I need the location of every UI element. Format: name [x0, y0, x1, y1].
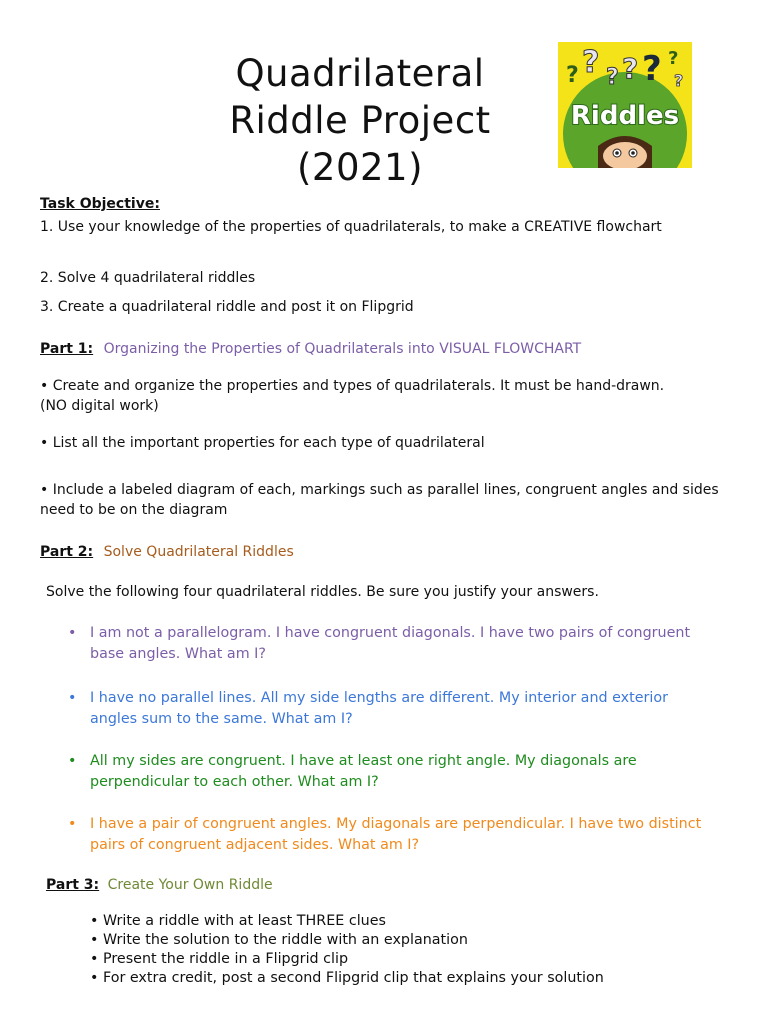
- title-line-2: Riddle Project: [229, 99, 491, 142]
- part1-label: Part 1:: [40, 341, 94, 357]
- part3-bullet-3: • Present the riddle in a Flipgrid clip: [90, 951, 349, 967]
- riddle-1-bullet: •: [68, 625, 77, 641]
- logo-text: Riddles: [570, 101, 680, 131]
- part3-bullet-4: • For extra credit, post a second Flipgrid clip that explains your solution: [90, 970, 604, 986]
- riddle-3-bullet: •: [68, 753, 77, 769]
- objective-item-1: 1. Use your knowledge of the properties of quadrilaterals, to make a CREATIVE flowchart: [40, 219, 662, 235]
- riddle-4-bullet: •: [68, 816, 77, 832]
- svg-text:?: ?: [674, 71, 684, 90]
- part2-intro: Solve the following four quadrilateral riddles. Be sure you justify your answers.: [46, 584, 599, 600]
- riddle-2-text: I have no parallel lines. All my side lengths are different. My interior and exterior angles sum to the same. What am I?: [90, 690, 669, 727]
- part1-bullet-2: • List all the important properties for each type of quadrilateral: [40, 435, 485, 451]
- objective-item-3: 3. Create a quadrilateral riddle and post it on Flipgrid: [40, 299, 414, 315]
- riddles-logo-art: [558, 42, 692, 168]
- part2-title: Solve Quadrilateral Riddles: [103, 544, 294, 560]
- part3-bullet-2: • Write the solution to the riddle with an explanation: [90, 932, 468, 948]
- title-line-3: (2021): [296, 146, 424, 189]
- part3-label: Part 3:: [46, 877, 100, 893]
- part1-title: Organizing the Properties of Quadrilaterals into VISUAL FLOWCHART: [103, 341, 582, 357]
- svg-text:?: ?: [582, 45, 600, 80]
- svg-text:?: ?: [668, 48, 679, 69]
- svg-text:?: ?: [566, 63, 579, 88]
- svg-text:?: ?: [642, 49, 662, 89]
- riddle-3-text: All my sides are congruent. I have at least one right angle. My diagonals are perpendicular to each other. What am I?: [90, 753, 637, 790]
- part1-heading: [40, 339, 581, 359]
- part1-bullet-3: • Include a labeled diagram of each, markings such as parallel lines, congruent angles and sides need to be on the diagram: [40, 482, 719, 518]
- svg-text:?: ?: [622, 52, 639, 85]
- objective-heading: Task Objective:: [40, 196, 160, 212]
- title-line-1: Quadrilateral: [235, 52, 485, 95]
- part1-bullet-1: • Create and organize the properties and types of quadrilaterals. It must be hand-drawn. (NO digital work): [40, 378, 665, 414]
- part3-heading: [46, 875, 273, 895]
- part3-title: Create Your Own Riddle: [107, 877, 273, 893]
- riddle-4-text: I have a pair of congruent angles. My diagonals are perpendicular. I have two distinct pairs of congruent adjacent sides. What am I?: [90, 816, 702, 853]
- riddle-2-bullet: •: [68, 690, 77, 706]
- part2-label: Part 2:: [40, 544, 94, 560]
- objective-item-2: 2. Solve 4 quadrilateral riddles: [40, 270, 256, 286]
- page-title: [190, 50, 530, 191]
- riddle-1-text: I am not a parallelogram. I have congruent diagonals. I have two pairs of congruent base angles. What am I?: [90, 625, 691, 662]
- riddles-logo: [558, 42, 692, 168]
- part3-bullet-1: • Write a riddle with at least THREE clues: [90, 913, 386, 929]
- svg-text:?: ?: [606, 65, 619, 90]
- part2-heading: [40, 542, 294, 562]
